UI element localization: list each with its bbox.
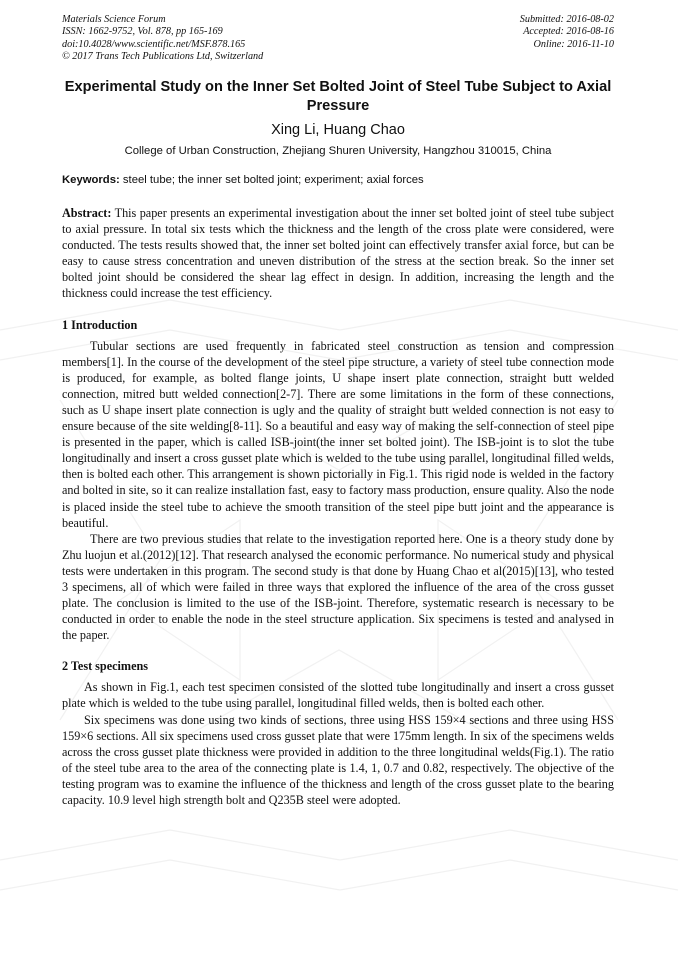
- abstract-text: This paper presents an experimental investigation about the inner set bolted joint of steel tube subject to axial pressure. In total six tests which the thickness and the length of the cross plate were considered, were conducted. The tests results showed that, the inner set bolted joint can effectively transfer axial force, but can be easy to cause stress concentration and uneven distribution of the stress at the section break. So the inner set bolted joint should be considered the shear lag effect in design. In addition, increasing the length and the thickness could increase the test efficiency.: [62, 206, 614, 301]
- online-date: Online: 2016-11-10: [533, 38, 614, 50]
- intro-paragraph-2: There are two previous studies that relate to the investigation reported here. One is a theory study done by Zhu luojun et al.(2012)[12]. That research analysed the economic performance. No numerical study and physical tests were undertaken in this program. The second study is that done by Huang Chao et al(2015)[13], who tested 3 specimens, all of which were failed in three ways that explored the influence of the area of the cross gusset plate. The conclusion is limited to the use of the ISB-joint. Therefore, systematic research is necessary to be conducted in order to enable the node in the steel structure application. Six specimens is tested and analysed in the paper.: [62, 531, 614, 643]
- issn-line: ISSN: 1662-9752, Vol. 878, pp 165-169: [62, 26, 223, 38]
- journal-info: [62, 14, 263, 64]
- accepted-date: Accepted: 2016-08-16: [523, 26, 614, 38]
- copyright-line: © 2017 Trans Tech Publications Ltd, Switzerland: [62, 51, 264, 63]
- specimens-paragraph-1: As shown in Fig.1, each test specimen consisted of the slotted tube longitudinally and insert a cross gusset plate which is welded to the tube using parallel, longitudinal filled welds, then is bolted each other.: [62, 680, 614, 711]
- submitted-date: Submitted: 2016-08-02: [519, 14, 614, 25]
- doi-line: doi:10.4028/www.scientific.net/MSF.878.165: [62, 38, 246, 50]
- submission-dates: [520, 14, 614, 51]
- section-heading-test-specimens: 2 Test specimens: [62, 659, 148, 674]
- abstract: [62, 205, 614, 302]
- intro-paragraph-1: Tubular sections are used frequently in fabricated steel construction as tension and compression members[1]. In the course of the development of the steel pipe structure, a variety of steel tube connection mode is produced, for example, as bolted flange joints, U shape insert plate connection, straight butt welded connection, mitred butt welded connection[2-7]. There are some limitations in the form of these connections, such as U shape insert plate connection is ugly and the quality of straight butt welded connection is not easy to ensure because of the site welding[8-11]. So a beautiful and easy way of making the self-connection of steel pipe is presented in the paper, which is called ISB-joint(the inner set bolted joint). The ISB-joint is to slot the tube longitudinally and insert a cross gusset plate which is welded to the tube using parallel, longitudinal filled welds, then is bolted each other. This arrangement is shown pictorially in Fig.1. This rigid node is welded in the factory and bolted in site, so it can realize installation fast, easy to factory mass production, ensure quality. Also the node is placed inside the steel tube to achieve the smooth transition of the steel pipe butt joint and the appearance is beautiful.: [62, 338, 614, 530]
- journal-name: Materials Science Forum: [62, 14, 166, 25]
- page-content: [62, 14, 614, 808]
- paper-authors: Xing Li, Huang Chao: [271, 122, 405, 138]
- keywords: [62, 173, 614, 188]
- abstract-label: Abstract:: [62, 206, 112, 220]
- section-heading-introduction: 1 Introduction: [62, 317, 138, 332]
- journal-header: [62, 14, 614, 66]
- keywords-label: Keywords:: [62, 174, 120, 186]
- specimens-paragraph-2: Six specimens was done using two kinds of sections, three using HSS 159×4 sections and three using HSS 159×6 sections. All six specimens used cross gusset plate that were 175mm length. In six of the specimens welds across the cross gusset plate thickness were provided in addition to the three longitudinal welds(Fig.1). The ratio of the steel tube area to the area of the connecting plate is 1.4, 1, 0.7 and 0.82, respectively. The objective of the testing program was to examine the influence of the thickness and length of the cross gusset plate to the bearing capacity. 10.9 level high strength bolt and Q235B steel were adopted.: [62, 712, 614, 807]
- author-affiliation: College of Urban Construction, Zhejiang Shuren University, Hangzhou 310015, China: [124, 145, 552, 157]
- keywords-text: steel tube; the inner set bolted joint; experiment; axial forces: [119, 174, 424, 186]
- paper-title: Experimental Study on the Inner Set Bolted Joint of Steel Tube Subject to Axial Pressure: [64, 79, 612, 114]
